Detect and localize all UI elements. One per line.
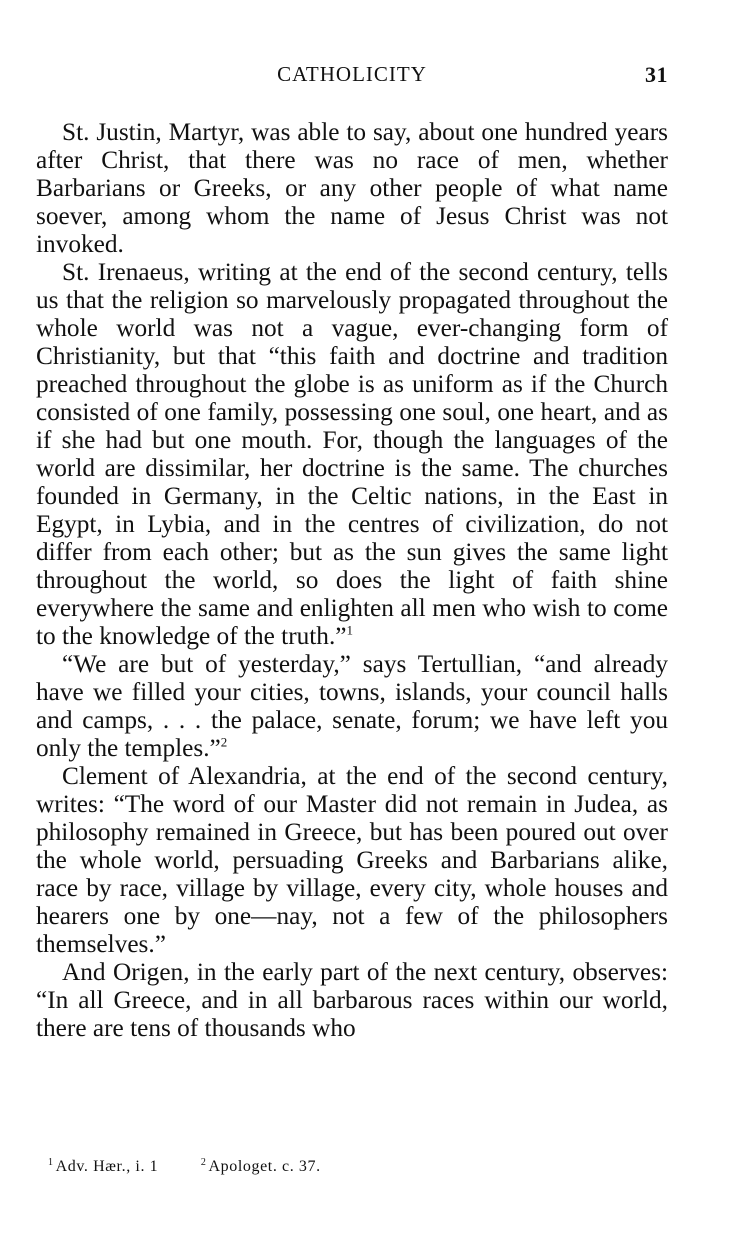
footnote-ref: 1 (346, 622, 354, 638)
paragraph-text: St. Justin, Martyr, was able to say, about one hundred years after Christ, that there was no race of men, whether Barbarians or Greeks, or any other people of what name soever, among whom the name of Jesus Christ was not invoked. (36, 118, 668, 258)
footnote-marker: 1 (48, 1156, 54, 1168)
footnote-text: Apologet. c. 37. (208, 1158, 321, 1175)
footnote-ref: 2 (220, 734, 228, 750)
page-number: 31 (645, 62, 668, 87)
body-text (36, 118, 668, 1042)
footnote-item (48, 1158, 158, 1176)
footnote-item (201, 1158, 321, 1176)
paragraph-origen (36, 958, 668, 1042)
paragraph-text: St. Irenaeus, writing at the end of the second century, tells us that the religion so marvelously propagated throughout the whole world was not a vague, ever-changing form of Christianity, but that “this faith and doctrine and tradition preached throughout the globe is as uniform as if the Church consisted of one family, possessing one soul, one heart, and as if she had but one mouth. For, though the languages of the world are dissimilar, her doctrine is the same. The churches founded in Germany, in the Celtic nations, in the East in Egypt, in Lybia, and in the centres of civilization, do not differ from each other; but as the sun gives the same light throughout the world, so does the light of faith shine everywhere the same and enlighten all men who wish to come to the knowledge of the truth.” (36, 258, 668, 650)
paragraph-text: “We are but of yesterday,” says Tertullian, “and already have we filled your cities, towns, islands, your council halls and camps, . . . the palace, senate, forum; we have left you only the temples.” (36, 650, 668, 762)
paragraph-text: Clement of Alexandria, at the end of the second century, writes: “The word of our Master did not remain in Judea, as philosophy remained in Greece, but has been poured out over the whole world, persuading Greeks and Barbarians alike, race by race, village by village, every city, whole houses and hearers one by one—nay, not a few of the philosophers themselves.” (36, 762, 668, 958)
running-title: CATHOLICITY (277, 62, 427, 86)
footnote-marker: 2 (200, 1156, 207, 1168)
footnote-text: Adv. Hær., i. 1 (55, 1158, 159, 1175)
paragraph-irenaeus (36, 258, 668, 650)
paragraph-clement (36, 762, 668, 958)
footnotes (48, 1158, 648, 1176)
paragraph-text: And Origen, in the early part of the next century, observes: “In all Greece, and in all barbarous races within our world, there are tens of thousands who (36, 958, 668, 1042)
paragraph-justin (36, 118, 668, 258)
page-header (36, 60, 668, 94)
paragraph-tertullian (36, 650, 668, 762)
